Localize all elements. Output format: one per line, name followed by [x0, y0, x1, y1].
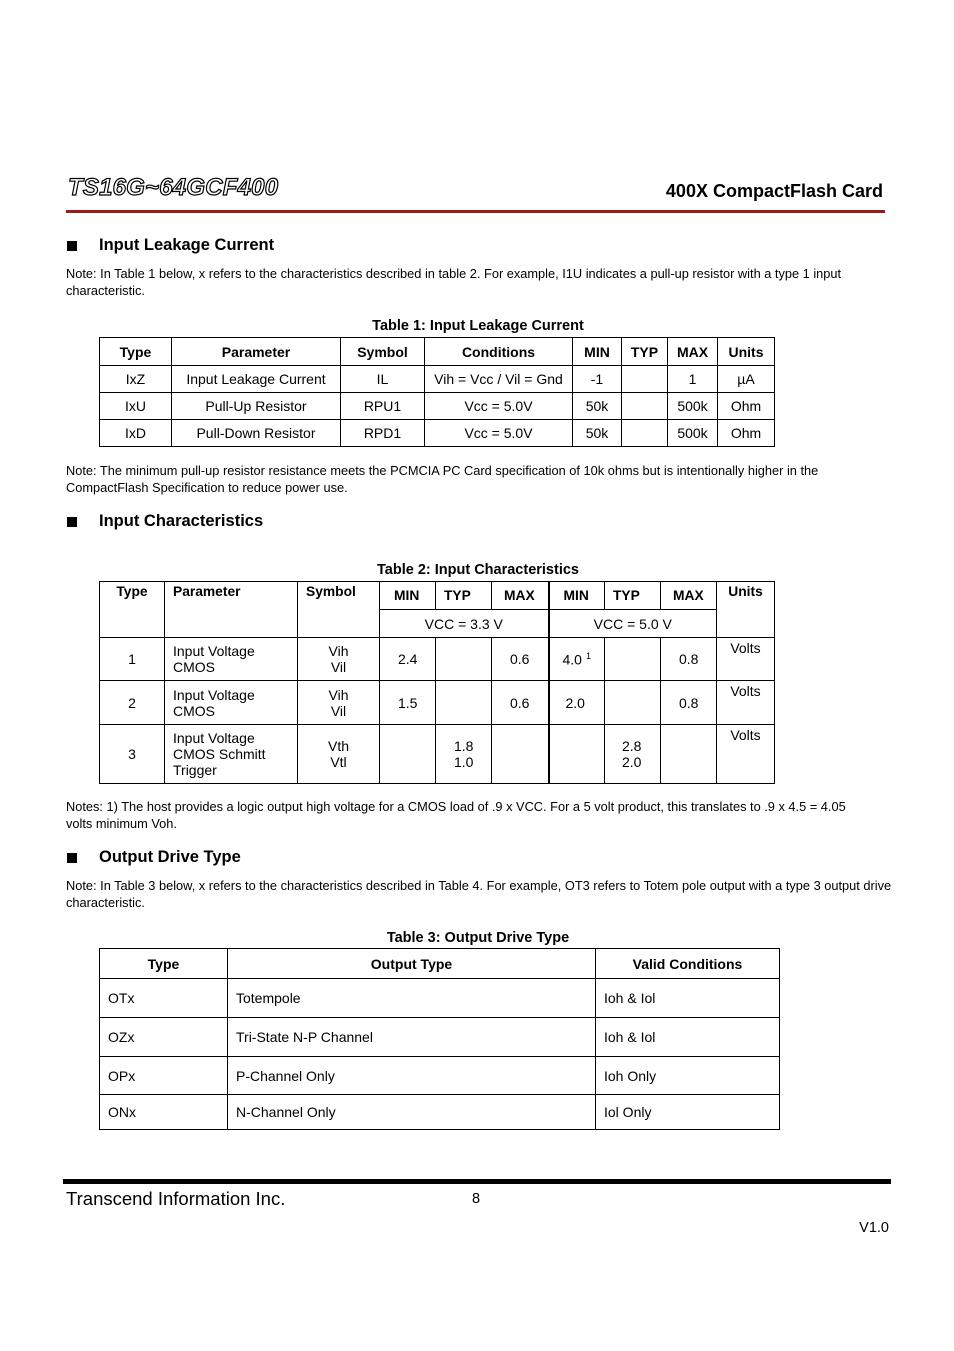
table-cell: RPU1	[341, 393, 425, 420]
table-row	[100, 393, 775, 420]
table-input-leakage-current	[99, 337, 775, 447]
table2-header-cell: Units	[717, 582, 775, 638]
table-cell	[549, 725, 605, 784]
table-cell: ONx	[100, 1095, 228, 1130]
table-cell: 2.8 2.0	[605, 725, 661, 784]
table2-header-cell: Parameter	[165, 582, 298, 638]
table2-header-cell: TYP	[605, 582, 661, 610]
table-cell: IxZ	[100, 366, 172, 393]
document-model-title: TS16G~64GCF400	[68, 174, 279, 201]
table-cell	[605, 681, 661, 725]
table3-header-cell: Type	[100, 949, 228, 979]
table-cell: 0.6	[492, 681, 549, 725]
table1-header-cell: Conditions	[425, 338, 573, 366]
table-cell: Volts	[717, 681, 775, 725]
input-char-footnote: Notes: 1) The host provides a logic output high voltage for a CMOS load of .9 x VCC. For a 5 volt product, this translates to .9 x 4.5 = 4.05 volts minimum Voh.	[66, 799, 846, 831]
table-cell: 2	[100, 681, 165, 725]
table-cell: µA	[718, 366, 775, 393]
table-cell: Volts	[717, 638, 775, 681]
table-cell: 1.5	[380, 681, 436, 725]
table-cell: Pull-Down Resistor	[172, 420, 341, 447]
table-cell: 50k	[573, 393, 622, 420]
table3-header-cell: Valid Conditions	[596, 949, 780, 979]
table-cell: IxU	[100, 393, 172, 420]
section-heading-text: Input Characteristics	[99, 512, 264, 530]
table-row	[100, 1018, 780, 1057]
section-heading-text: Input Leakage Current	[99, 236, 275, 254]
table-cell: 1.8 1.0	[436, 725, 492, 784]
table-cell: Iol Only	[596, 1095, 780, 1130]
table2-caption: Table 2: Input Characteristics	[377, 562, 579, 578]
section-heading-text: Output Drive Type	[99, 848, 241, 866]
table2-header-cell: MAX	[492, 582, 549, 610]
table-cell: 0.8	[661, 638, 717, 681]
table3-header-cell: Output Type	[228, 949, 596, 979]
section-heading-input-characteristics	[67, 512, 263, 531]
table-cell: Tri-State N-P Channel	[228, 1018, 596, 1057]
table2-header-cell: TYP	[436, 582, 492, 610]
vcc-5v0-label: VCC = 5.0 V	[549, 610, 717, 638]
table2-header-cell: MAX	[661, 582, 717, 610]
table-cell: 500k	[668, 420, 718, 447]
table-cell: 2.0	[549, 681, 605, 725]
table1-header-cell: TYP	[622, 338, 668, 366]
table3-header-row	[100, 949, 780, 979]
table2-header-cell: Type	[100, 582, 165, 638]
table-cell: Input Voltage CMOS Schmitt Trigger	[165, 725, 298, 784]
table2-header-row	[100, 582, 775, 610]
table-cell: 1	[668, 366, 718, 393]
table-cell: 0.8	[661, 681, 717, 725]
table-cell	[622, 393, 668, 420]
header-divider	[66, 210, 885, 213]
table1-header-cell: Type	[100, 338, 172, 366]
leakage-footnote: Note: The minimum pull-up resistor resistance meets the PCMCIA PC Card specification of 10k ohms but is intentionally higher in the CompactFlash Specification to reduce power use.	[66, 463, 819, 495]
table-row	[100, 1057, 780, 1095]
vcc-3v3-label: VCC = 3.3 V	[380, 610, 549, 638]
table-cell: Vih Vil	[298, 638, 380, 681]
table-cell: N-Channel Only	[228, 1095, 596, 1130]
table1-header-cell: MIN	[573, 338, 622, 366]
table-row	[100, 638, 775, 681]
table-cell: Ioh Only	[596, 1057, 780, 1095]
table-cell: Vth Vtl	[298, 725, 380, 784]
table-cell	[436, 638, 492, 681]
output-note: Note: In Table 3 below, x refers to the characteristics described in Table 4. For example, OT3 refers to Totem pole output with a type 3 output drive characteristic.	[66, 878, 892, 910]
table1-caption: Table 1: Input Leakage Current	[372, 318, 584, 334]
page-number: 8	[472, 1191, 481, 1207]
table-cell: IL	[341, 366, 425, 393]
table-row	[100, 979, 780, 1018]
table1-header-cell: MAX	[668, 338, 718, 366]
footer-divider	[63, 1179, 891, 1184]
table-cell: 0.6	[492, 638, 549, 681]
table-cell: Input Leakage Current	[172, 366, 341, 393]
table-cell: 4.0 $^1$	[549, 638, 605, 681]
table-cell	[436, 681, 492, 725]
table1-header-cell: Parameter	[172, 338, 341, 366]
table-cell: -1	[573, 366, 622, 393]
table-cell: 500k	[668, 393, 718, 420]
bullet-square-icon	[67, 853, 77, 863]
table-cell: 50k	[573, 420, 622, 447]
table-row	[100, 1095, 780, 1130]
table-cell: Input Voltage CMOS	[165, 638, 298, 681]
section-heading-output-drive-type	[67, 848, 241, 867]
table-cell: Ohm	[718, 393, 775, 420]
table-cell: 3	[100, 725, 165, 784]
table-row	[100, 681, 775, 725]
table-cell	[622, 366, 668, 393]
product-name: 400X CompactFlash Card	[665, 181, 883, 201]
table-cell: Ioh & Iol	[596, 979, 780, 1018]
table-cell: OPx	[100, 1057, 228, 1095]
table-cell: P-Channel Only	[228, 1057, 596, 1095]
table-cell: Ioh & Iol	[596, 1018, 780, 1057]
table-cell: Vih Vil	[298, 681, 380, 725]
table-cell: IxD	[100, 420, 172, 447]
table3-caption: Table 3: Output Drive Type	[386, 930, 570, 946]
table-cell: OZx	[100, 1018, 228, 1057]
table2-header-cell: Symbol	[298, 582, 380, 638]
footnote-marker: 1	[585, 650, 591, 661]
bullet-square-icon	[67, 517, 77, 527]
document-version: V1.0	[859, 1220, 889, 1236]
table-cell	[661, 725, 717, 784]
table-cell: Pull-Up Resistor	[172, 393, 341, 420]
table-row	[100, 725, 775, 784]
table-cell: Totempole	[228, 979, 596, 1018]
section-heading-input-leakage	[67, 236, 274, 255]
table1-header-cell: Symbol	[341, 338, 425, 366]
leakage-note: Note: In Table 1 below, x refers to the characteristics described in table 2. For example, I1U indicates a pull-up resistor with a type 1 input characteristic.	[66, 266, 842, 298]
table-cell: Vcc = 5.0V	[425, 420, 573, 447]
table-cell: Ohm	[718, 420, 775, 447]
table-row	[100, 366, 775, 393]
table-cell: Input Voltage CMOS	[165, 681, 298, 725]
company-name: Transcend Information Inc.	[66, 1188, 286, 1209]
table-cell: RPD1	[341, 420, 425, 447]
table-cell	[492, 725, 549, 784]
bullet-square-icon	[67, 241, 77, 251]
table-cell: Volts	[717, 725, 775, 784]
table-cell: Vcc = 5.0V	[425, 393, 573, 420]
table-cell	[605, 638, 661, 681]
table1-header-row	[100, 338, 775, 366]
table-row	[100, 420, 775, 447]
table-cell: OTx	[100, 979, 228, 1018]
table1-header-cell: Units	[718, 338, 775, 366]
table-cell: 2.4	[380, 638, 436, 681]
table-cell	[380, 725, 436, 784]
table-input-characteristics	[99, 581, 775, 784]
table-output-drive-type	[99, 948, 780, 1130]
table2-header-cell: MIN	[380, 582, 436, 610]
table-cell	[622, 420, 668, 447]
table2-header-cell: MIN	[549, 582, 605, 610]
table-cell: Vih = Vcc / Vil = Gnd	[425, 366, 573, 393]
table-cell: 1	[100, 638, 165, 681]
